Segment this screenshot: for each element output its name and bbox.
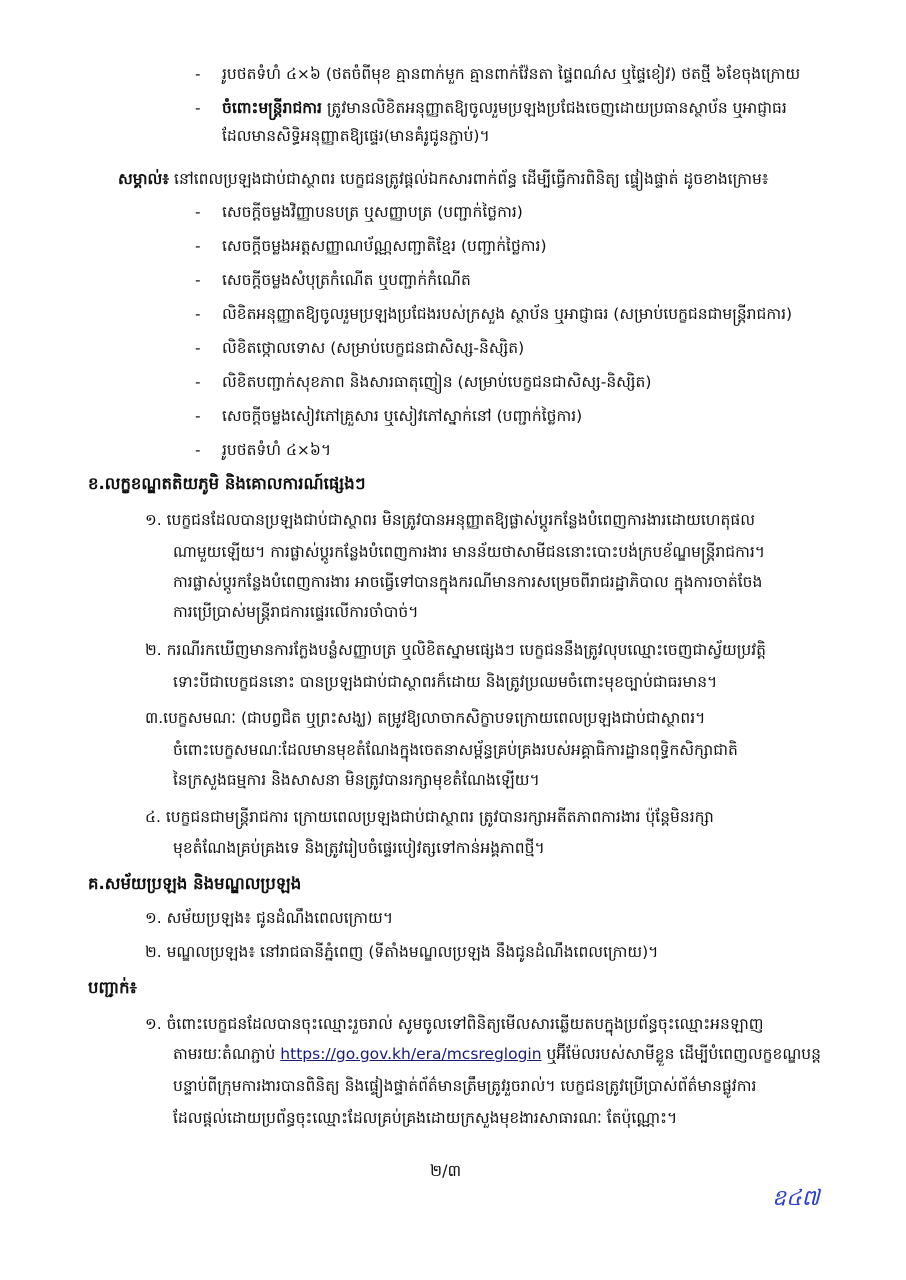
note-line: [118, 167, 769, 191]
paragraph-line: ចំពោះបេក្ខសមណៈដែលមានមុខតំណែងក្នុងចេតនាសម្ព័ន្ធគ្រប់គ្រងរបស់អគ្គាធិការដ្ឋានពុទ្ធិកសិក្សាជាតិ: [173, 741, 738, 759]
remark-line-link: [173, 1042, 821, 1066]
bullet-dash: -: [195, 65, 201, 83]
remark-line: បន្ទាប់ពីក្រុមការងារបានពិនិត្យ និងផ្ទៀងផ្ទាត់ព័ត៌មានត្រឹមត្រូវរួចរាល់។ បេក្ខជនត្រូវប្រើប្រាស់ព័ត៌មានផ្លូវការ: [173, 1077, 757, 1095]
note-item: លិខិតថ្កោលទោស (សម្រាប់បេក្ខជនជាសិស្ស-និស្សិត): [222, 339, 525, 357]
paragraph-line: ៤. បេក្ខជនជាមន្ត្រីរាជការ ក្រោយពេលប្រឡងជាប់ជាស្ថាពរ ត្រូវបានរក្សាអតីតភាពការងារ ប៉ុន្តែមិនរក្សា: [145, 808, 714, 826]
section-heading-exam-schedule: គ.សម័យប្រឡង និងមណ្ឌលប្រឡង: [88, 874, 302, 893]
section-heading-conditions: ខ.លក្ខខណ្ឌតតិយភូមិ និងគោលការណ៍ផ្សេងៗ: [88, 474, 366, 493]
remark-line: ១. ចំពោះបេក្ខជនដែលបានចុះឈ្មោះរួចរាល់ សូមចូលទៅពិនិត្យមើលសារឆ្លើយតបក្នុងប្រព័ន្ធចុះឈ្មោះអនឡាញ: [145, 1015, 764, 1033]
note-item: សេចក្តីចម្លងសៀវភៅគ្រួសារ ឬសៀវភៅស្នាក់នៅ (បញ្ជាក់ថ្លៃការ): [222, 407, 583, 425]
paragraph-line: ការផ្លាស់ប្តូរកន្លែងបំពេញការងារ អាចធ្វើទៅបានក្នុងករណីមានការសម្រេចពីរាជរដ្ឋាភិបាល ក្នុងការចាត់ចែង: [173, 573, 763, 591]
note-item: រូបថតទំហំ ៤×៦។: [222, 441, 332, 459]
bullet-dash: -: [195, 271, 201, 289]
bullet-bold-prefix: ចំពោះមន្ត្រីរាជការ: [222, 99, 322, 117]
note-item: សេចក្តីចម្លងសំបុត្រកំណើត ឬបញ្ជាក់កំណើត: [222, 271, 471, 289]
paragraph-line: នៃក្រសួងធម្មការ និងសាសនា មិនត្រូវបានរក្សាមុខតំណែងឡើយ។: [173, 771, 540, 789]
note-text: នៅពេលប្រឡងជាប់ជាស្ថាពរ បេក្ខជនត្រូវផ្តល់ឯកសារពាក់ព័ន្ធ ដើម្បីធ្វើការពិនិត្យ ផ្ទៀងផ្ទាត់ ដូចខាងក្រោម៖: [169, 170, 769, 188]
exam-date-line: ១. សម័យប្រឡង៖ ជូនដំណឹងពេលក្រោយ។: [145, 909, 394, 927]
handwritten-initial: ឧ៤៧: [772, 1186, 820, 1211]
bullet-dash: -: [195, 203, 201, 221]
paragraph-line: ៣.បេក្ខសមណៈ (ជាបព្វជិត ឬព្រះសង្ឃ) តម្រូវឱ្យលាចាកសិក្ខាបទក្រោយពេលប្រឡងជាប់ជាស្ថាពរ។: [145, 709, 706, 727]
note-item: លិខិតអនុញ្ញាតឱ្យចូលរួមប្រឡងប្រជែងរបស់ក្រសួង ស្ថាប័ន ឬអាជ្ញាធរ (សម្រាប់បេក្ខជនជាមន្ត្រីរាជការ): [222, 305, 793, 323]
remark-text: ឬអ៊ីម៉ែលរបស់សាមីខ្លួន ដើម្បីបំពេញលក្ខខណ្ឌបន្ត: [541, 1045, 821, 1063]
paragraph-line: ២. ករណីរកឃើញមានការក្លែងបន្លំសញ្ញាបត្រ ឬលិខិតស្នាមផ្សេងៗ បេក្ខជននឹងត្រូវលុបឈ្មោះចេញជាស្វ័យប្រវត្តិ: [145, 641, 767, 659]
paragraph-line: ណាមួយឡើយ។ ការផ្លាស់ប្តូរកន្លែងបំពេញការងារ មានន័យថាសាមីជននោះបោះបង់ក្របខ័ណ្ឌមន្ត្រីរាជការ។: [173, 543, 766, 561]
remark-label: បញ្ជាក់៖: [88, 978, 137, 997]
bullet-dash: -: [195, 237, 201, 255]
remark-line: ដែលផ្តល់ដោយប្រព័ន្ធចុះឈ្មោះដែលគ្រប់គ្រងដោយក្រសួងមុខងារសាធារណៈ តែប៉ុណ្ណោះ។: [173, 1109, 678, 1127]
bullet-civil-servant-cont: ដែលមានសិទ្ធិអនុញ្ញាតឱ្យផ្ទេរ(មានគំរូជូនភ្ជាប់)។: [222, 127, 490, 145]
paragraph-line: មុខតំណែងគ្រប់គ្រងទេ និងត្រូវរៀបចំផ្ទេរបៀវត្សទៅកាន់អង្គភាពថ្មី។: [173, 839, 545, 857]
bullet-dash: -: [195, 373, 201, 391]
bullet-dash: -: [195, 441, 201, 459]
bullet-dash: -: [195, 99, 201, 117]
paragraph-line: ទោះបីជាបេក្ខជននោះ បានប្រឡងជាប់ជាស្ថាពរក៏ដោយ និងត្រូវប្រឈមចំពោះមុខច្បាប់ជាធរមាន។: [173, 673, 718, 691]
paragraph-line: ១. បេក្ខជនដែលបានប្រឡងជាប់ជាស្ថាពរ មិនត្រូវបានអនុញ្ញាតឱ្យផ្លាស់ប្តូរកន្លែងបំពេញការងារដោយហេតុផល: [145, 511, 755, 529]
bullet-photo-size: រូបថតទំហំ ៤×៦ (ថតចំពីមុខ គ្មានពាក់មួក គ្មានពាក់វ៉ែនតា ផ្ទៃពណ៌ស ឬផ្ទៃខៀវ) ថតថ្មី ៦ខែចុងក្រោយ: [222, 65, 801, 83]
paragraph-line: ការប្រើប្រាស់មន្ត្រីរាជការផ្ទេរលើការចាំបាច់។: [173, 603, 419, 621]
bullet-text: ត្រូវមានលិខិតអនុញ្ញាតឱ្យចូលរួមប្រឡងប្រជែងចេញដោយប្រធានស្ថាប័ន ឬអាជ្ញាធរ: [321, 99, 787, 117]
exam-center-line: ២. មណ្ឌលប្រឡង៖ នៅរាជធានីភ្នំពេញ (ទីតាំងមណ្ឌលប្រឡង នឹងជូនដំណឹងពេលក្រោយ)។: [145, 943, 659, 961]
note-item: សេចក្តីចម្លងអត្តសញ្ញាណប័ណ្ណសញ្ជាតិខ្មែរ (បញ្ជាក់ថ្លៃការ): [222, 237, 547, 255]
remark-text: តាមរយៈតំណភ្ជាប់: [173, 1045, 281, 1063]
bullet-dash: -: [195, 305, 201, 323]
bullet-dash: -: [195, 339, 201, 357]
bullet-dash: -: [195, 407, 201, 425]
note-item: លិខិតបញ្ជាក់សុខភាព និងសារធាតុញៀន (សម្រាប់បេក្ខជនជាសិស្ស-និស្សិត): [222, 373, 652, 391]
registration-login-link[interactable]: https://go.gov.kh/era/mcsreglogin: [280, 1045, 542, 1063]
note-label: សម្គាល់៖: [118, 170, 170, 188]
note-item: សេចក្តីចម្លងវិញ្ញាបនបត្រ ឬសញ្ញាបត្រ (បញ្ជាក់ថ្លៃការ): [222, 203, 523, 221]
bullet-civil-servant: [222, 96, 787, 120]
page-number: ២/៣: [430, 1161, 462, 1180]
